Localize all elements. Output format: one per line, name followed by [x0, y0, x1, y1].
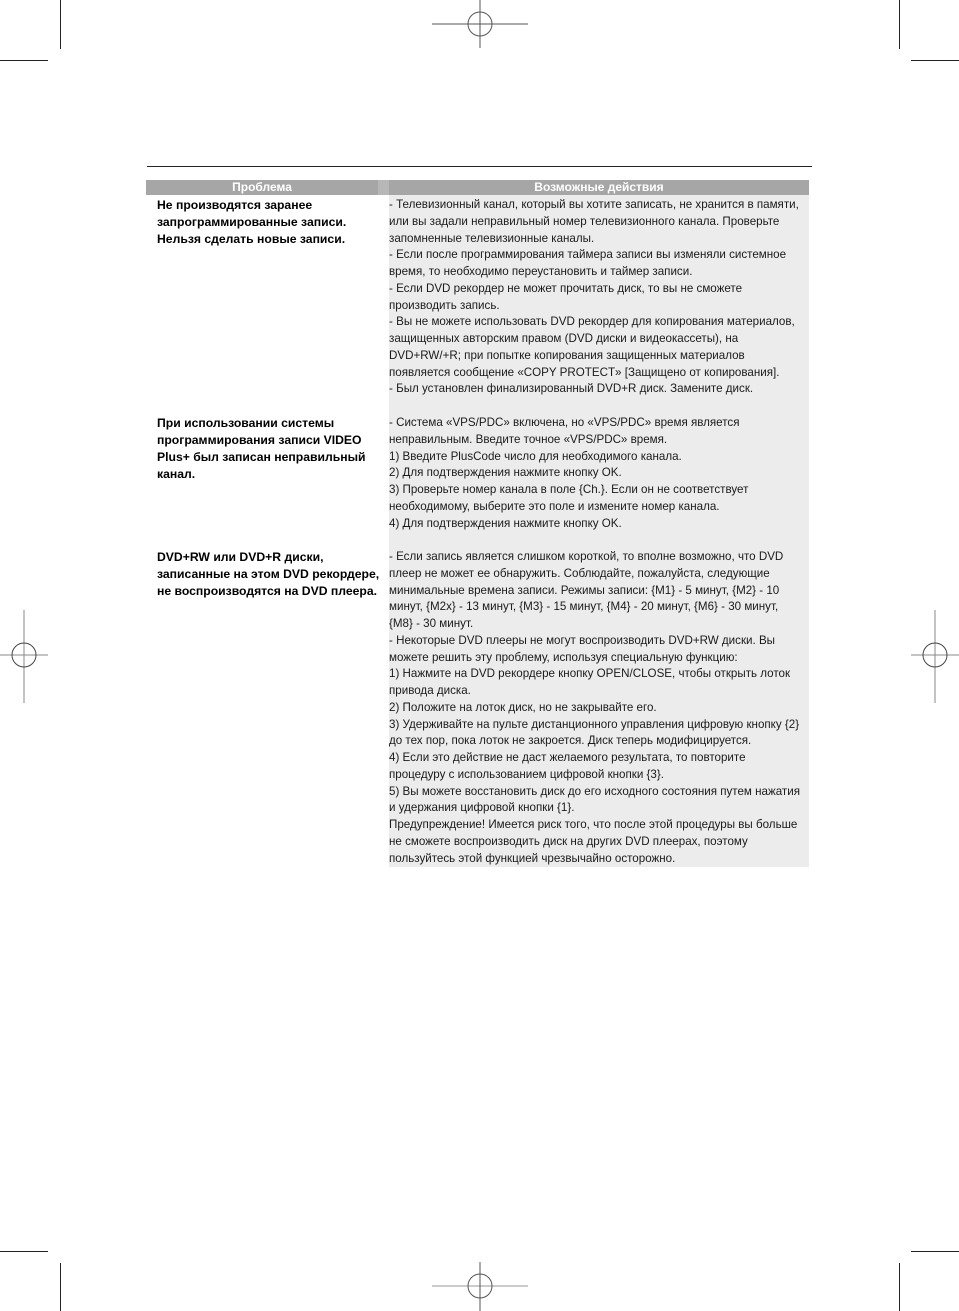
crop-mark-br-vertical — [899, 1263, 900, 1311]
action-item: - Был установлен финализированный DVD+R диск. Замените диск. — [389, 382, 754, 396]
action-item: 1) Нажмите на DVD рекордере кнопку OPEN/CLOSE, чтобы открыть лоток привода диска. — [389, 667, 791, 697]
crop-mark-tr-horizontal — [911, 60, 959, 61]
registration-target-right-icon — [910, 610, 959, 705]
warning-text: Предупреждение! Имеется риск того, что после этой процедуры вы больше не сможете воспроизводить диск на других DVD плеерах, поэтому пользуйтесь этой функцией чрезвычайно осторожно. — [389, 818, 798, 865]
problem-cell: Не производятся заранее запрограммированные записи. Нельзя сделать новые записи. — [157, 198, 347, 246]
action-item: 4) Для подтверждения нажмите кнопку OK. — [389, 516, 622, 530]
crop-mark-br-horizontal — [911, 1251, 959, 1252]
problem-cell: При использовании системы программирования записи VIDEO Plus+ был записан неправильный канал. — [157, 416, 366, 481]
registration-target-top-icon — [430, 0, 530, 50]
action-item: - Некоторые DVD плееры не могут воспроизводить DVD+RW диски. Вы можете решить эту проблему, используя специальную функцию: — [389, 633, 776, 664]
action-item: 3) Проверьте номер канала в поле {Ch.}. Если он не соответствует необходимому, выберите это поле и измените номер канала. — [389, 483, 749, 513]
action-item: 1) Введите PlusCode число для необходимого канала. — [389, 449, 682, 463]
crop-mark-tr-vertical — [899, 0, 900, 49]
registration-target-bottom-icon — [430, 1262, 530, 1311]
action-item: - Вы не можете использовать DVD рекордер для копирования материалов, защищенных авторским правом (DVD диски и видеокассеты), на DVD+RW/+R; при попытке копирования защищенных материалов появляется сообщение «COPY PROTECT» [Защищено от копирования]. — [389, 315, 795, 379]
problem-cell: DVD+RW или DVD+R диски, записанные на этом DVD рекордере, не воспроизводятся на DVD плеера. — [157, 550, 380, 598]
column-header-separator — [378, 180, 389, 195]
action-item: 4) Если это действие не даст желаемого результата, то повторите процедуру с использованием цифровой кнопки {3}. — [389, 751, 746, 781]
crop-mark-bl-horizontal — [0, 1251, 48, 1252]
action-item: 2) Для подтверждения нажмите кнопку OK. — [389, 466, 622, 480]
top-rule-divider — [147, 166, 812, 167]
action-item: - Если запись является слишком короткой, то вполне возможно, что DVD плеер не может ее обнаружить. Соблюдайте, пожалуйста, следующие минимальные времена записи. Режимы записи: {M1} - 5 минут, {M2} - 10 минут, {M2x} - 13 минут, {M3} - 15 минут, {M4} - 20 минут, {M6} - 30 минут, {M8} - 30 минут. — [389, 550, 784, 630]
action-item: - Система «VPS/PDC» включена, но «VPS/PDC» время является неправильным. Введите точное «VPS/PDC» время. — [389, 416, 740, 446]
crop-mark-tl-horizontal — [0, 60, 48, 61]
action-item: - Если после программирования таймера записи вы изменяли системное время, то необходимо переустановить и таймер записи. — [389, 248, 787, 278]
column-header-actions: Возможные действия — [389, 180, 809, 195]
action-item: 3) Удерживайте на пульте дистанционного управления цифровую кнопку {2} до тех пор, пока лоток не закроется. Диск теперь модифицируется. — [389, 717, 800, 748]
column-header-problem: Проблема — [146, 180, 378, 195]
registration-target-left-icon — [0, 610, 50, 705]
actions-cell — [389, 197, 804, 398]
action-item: 5) Вы можете восстановить диск до его исходного состояния путем нажатия и удержания цифровой кнопки {1}. — [389, 784, 800, 815]
action-item: - Телевизионный канал, который вы хотите записать, не хранится в памяти, или вы задали неправильный номер телевизионного канала. Проверьте запомненные телевизионные каналы. — [389, 198, 799, 245]
actions-cell — [389, 549, 804, 867]
crop-mark-bl-vertical — [60, 1263, 61, 1311]
action-item: - Если DVD рекордер не может прочитать диск, то вы не сможете производить запись. — [389, 281, 743, 312]
action-item: 2) Положите на лоток диск, но не закрывайте его. — [389, 700, 657, 714]
actions-cell — [389, 415, 804, 532]
crop-mark-tl-vertical — [60, 0, 61, 49]
